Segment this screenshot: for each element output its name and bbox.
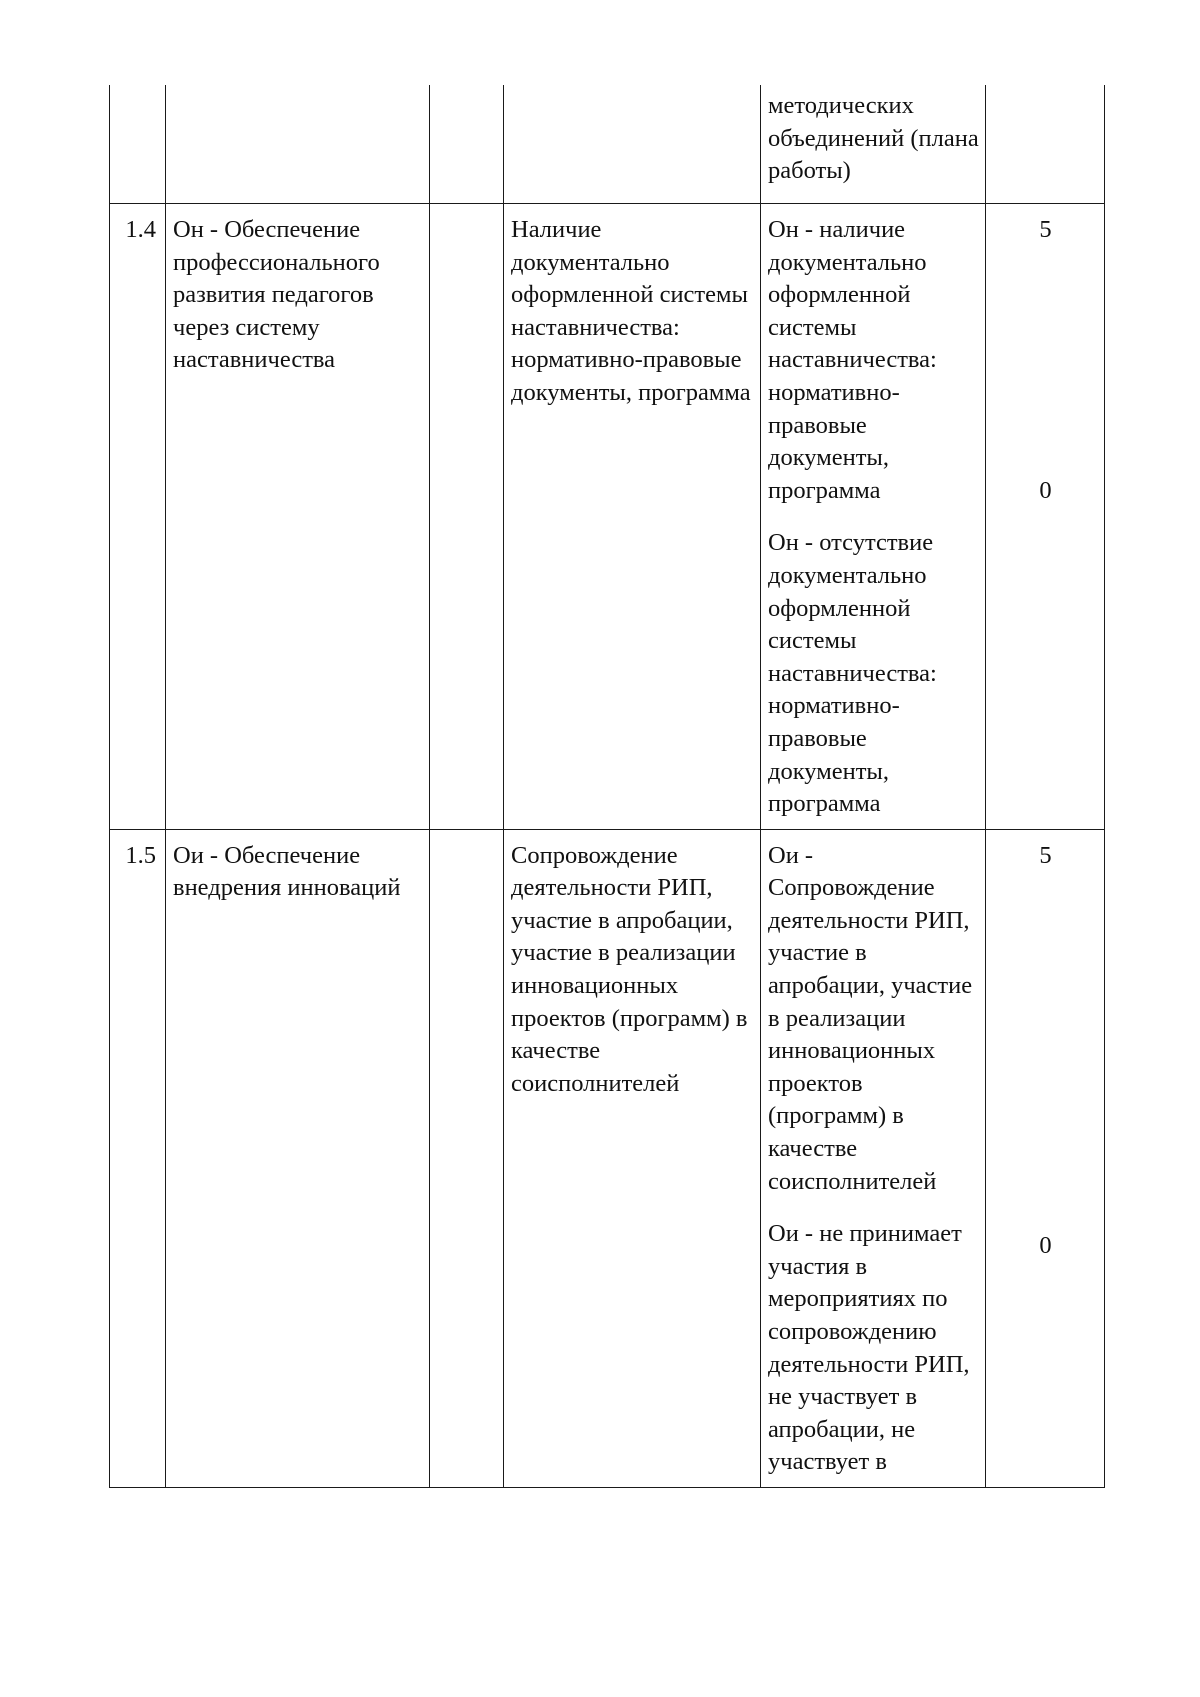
level-text-negative: Ои - не принимает участия в мероприятиях по сопровождению деятельности РИП, не участвует в апробации, не участвует в <box>768 1220 970 1476</box>
level-cell <box>761 829 986 1487</box>
level-text: методических объединений (плана работы) <box>768 92 979 185</box>
indicator-cell: Ои - Обеспечение внедрения инноваций <box>166 829 430 1487</box>
score-cell <box>986 204 1105 830</box>
level-text-positive: Ои - Сопровождение деятельности РИП, участие в апробации, участие в реализации инновационных проектов (программ) в качестве соисполнителей <box>768 841 973 1195</box>
score-negative: 0 <box>1039 1232 1052 1260</box>
criterion-cell <box>504 85 761 204</box>
level-cell <box>761 204 986 830</box>
score-positive: 5 <box>1039 841 1052 869</box>
criteria-table <box>109 85 1105 1488</box>
row-number-cell: 1.5 <box>110 829 166 1487</box>
indicator-cell: Он - Обеспечение профессионального развития педагогов через систему наставничества <box>166 204 430 830</box>
level-text-positive: Он - наличие документально оформленной системы наставничества: нормативно-правовые документы, программа <box>768 216 937 504</box>
criterion-cell: Сопровождение деятельности РИП, участие в апробации, участие в реализации инновационных проектов (программ) в качестве соисполнителей <box>504 829 761 1487</box>
row-number-cell: 1.4 <box>110 204 166 830</box>
score-cell <box>986 85 1105 204</box>
criterion-cell: Наличие документально оформленной системы наставничества: нормативно-правовые документы, программа <box>504 204 761 830</box>
score-cell <box>986 829 1105 1487</box>
score-positive: 5 <box>1039 216 1052 243</box>
table-row-1-5 <box>110 829 1105 1487</box>
empty-cell <box>430 85 504 204</box>
row-number-cell <box>110 85 166 204</box>
table-row-1-4 <box>110 204 1105 830</box>
empty-cell <box>430 204 504 830</box>
indicator-cell <box>166 85 430 204</box>
table-row-continuation <box>110 85 1105 204</box>
score-negative: 0 <box>1039 476 1052 504</box>
level-text-negative: Он - отсутствие документально оформленной системы наставничества: нормативно-правовые документы, программа <box>768 529 937 818</box>
level-cell <box>761 85 986 204</box>
empty-cell <box>430 829 504 1487</box>
